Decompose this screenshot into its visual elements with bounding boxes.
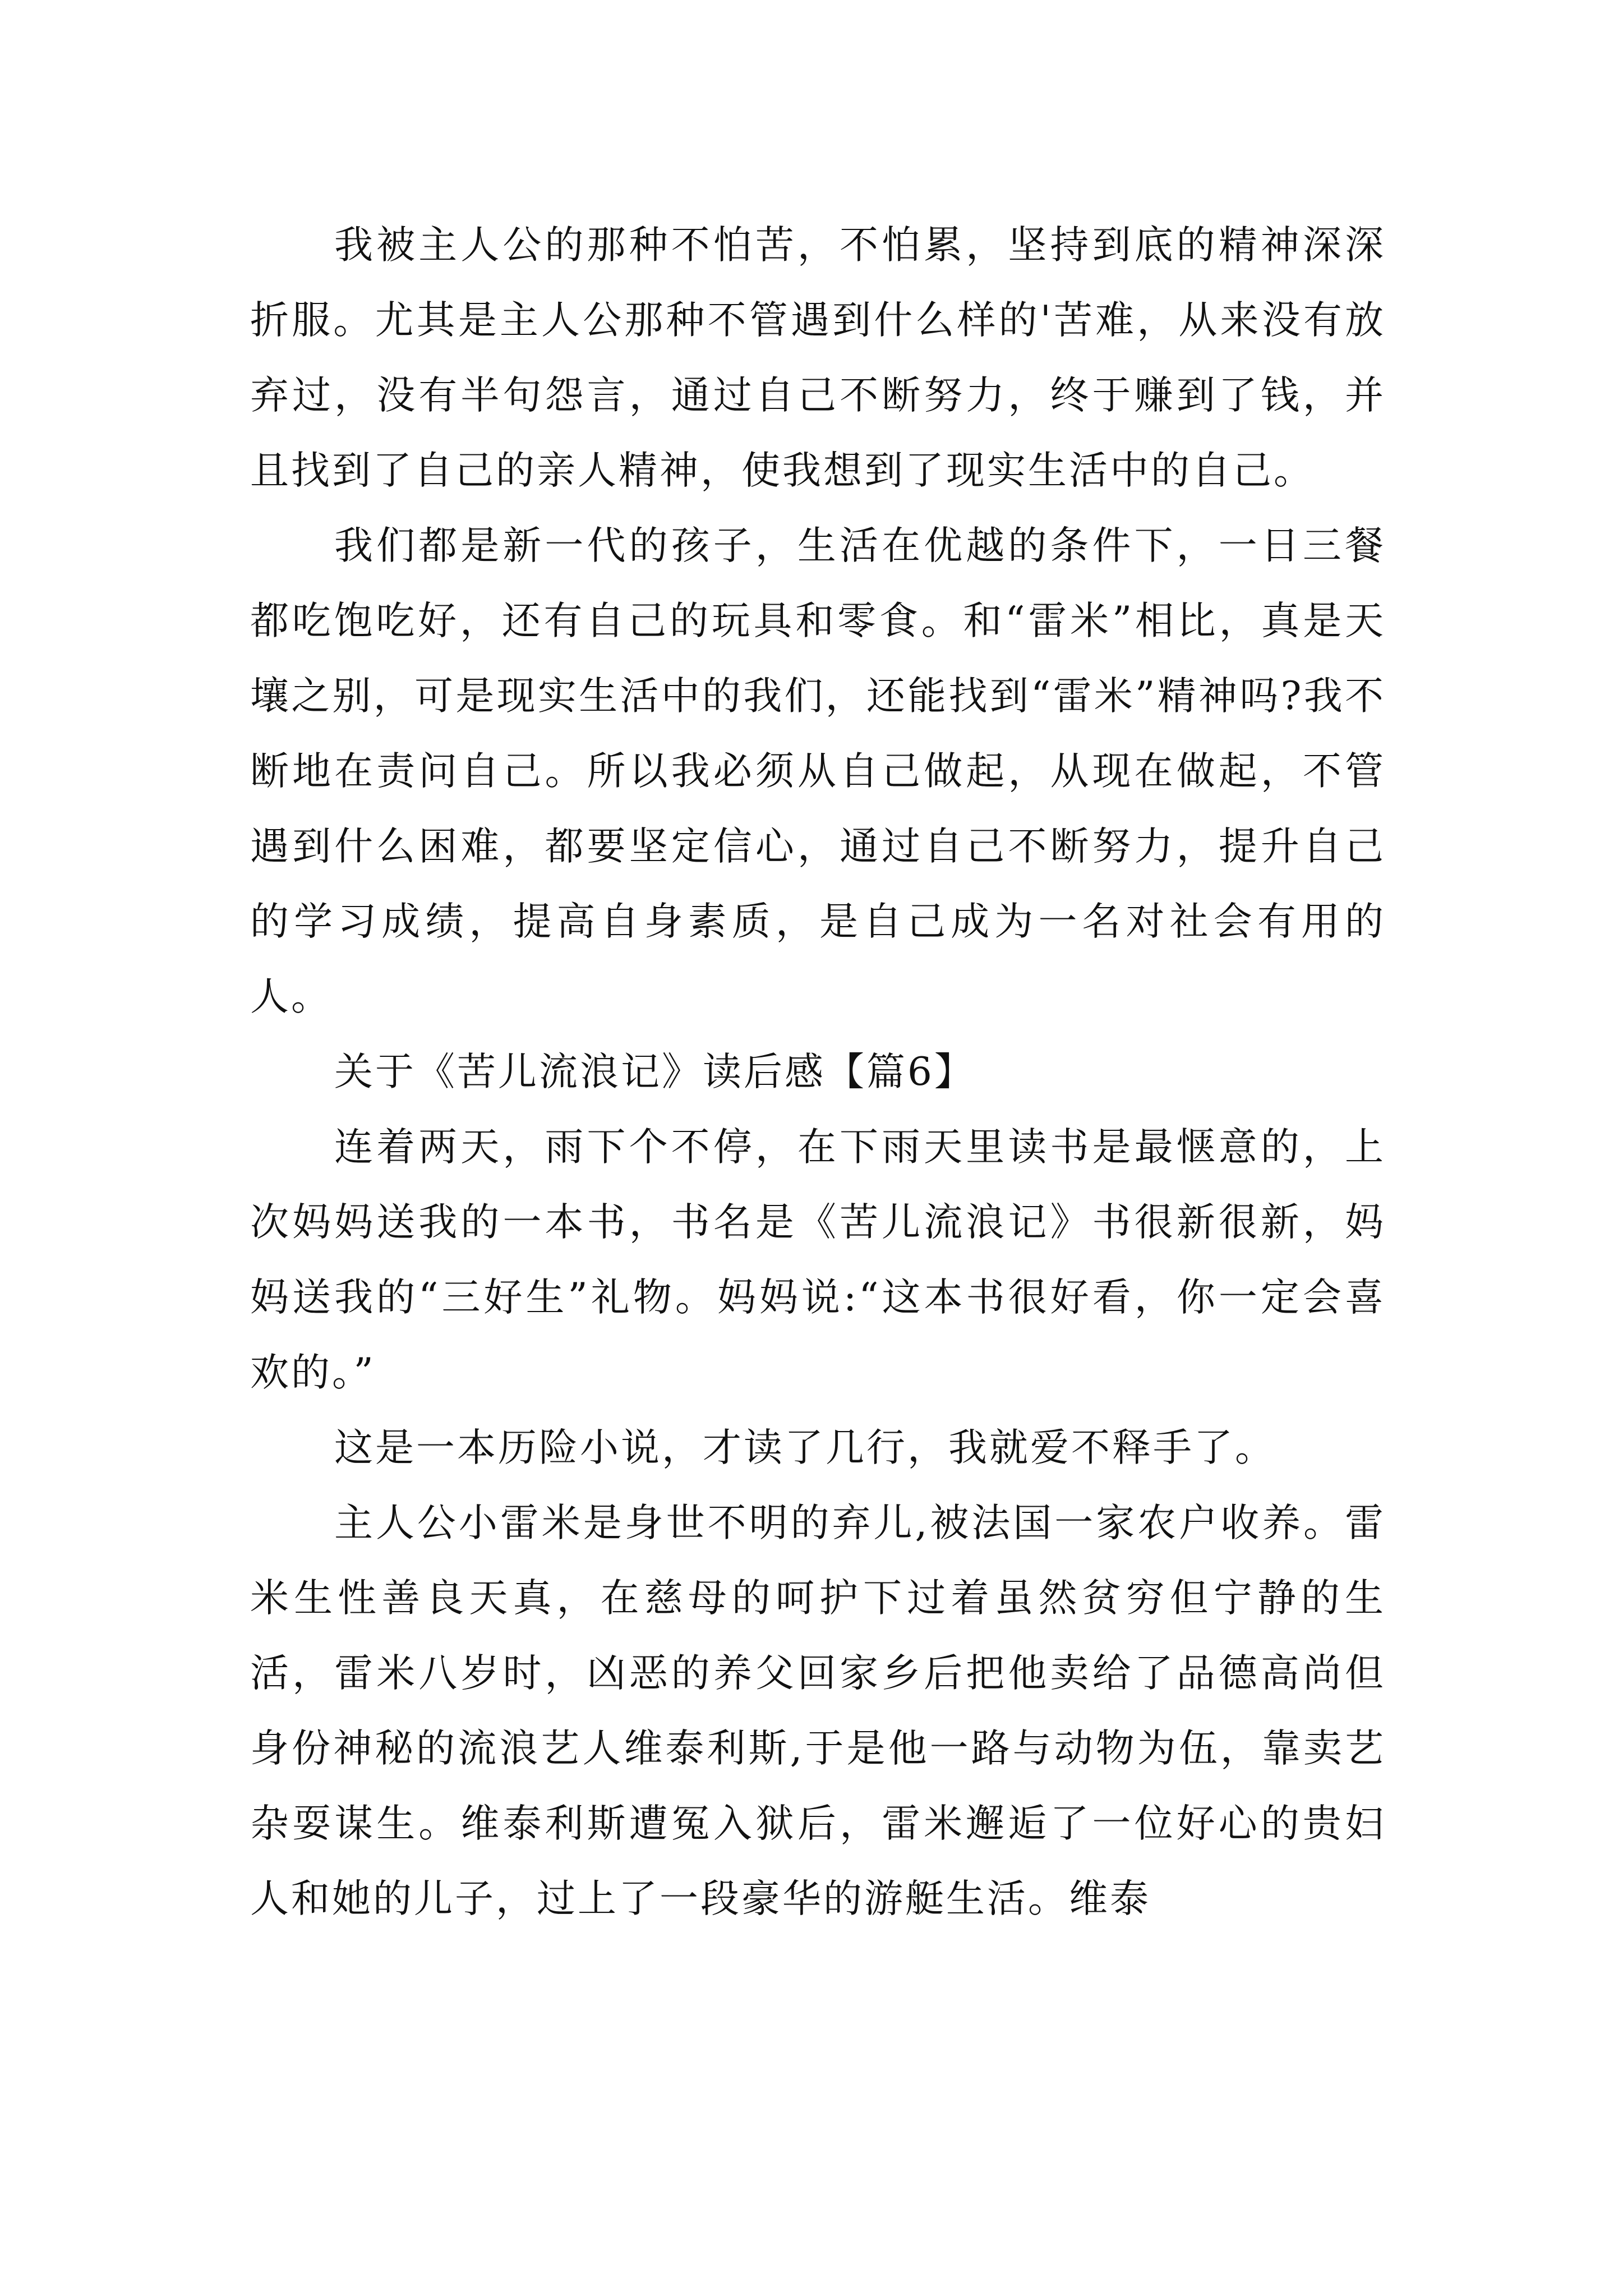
section-heading: 关于《苦儿流浪记》读后感【篇6】 — [334, 1050, 975, 1094]
paragraph: 我们都是新一代的孩子，生活在优越的条件下，一日三餐都吃饱吃好，还有自己的玩具和零食。和“雷米”相比，真是天壤之别，可是现实生活中的我们，还能找到“雷米”精神吗?我不断地在责问自己。所以我必须从自己做起，从现在做起，不管遇到什么困难，都要坚定信心，通过自己不断努力，提升自己的学习成绩，提高自身素质，是自己成为一名对社会有用的人。 — [250, 523, 1386, 1019]
paragraph: 主人公小雷米是身世不明的弃儿,被法国一家农户收养。雷米生性善良天真，在慈母的呵护下过着虽然贫穷但宁静的生活，雷米八岁时，凶恶的养父回家乡后把他卖给了品德高尚但身份神秘的流浪艺人维泰利斯,于是他一路与动物为伍，靠卖艺杂耍谋生。维泰利斯遭冤入狱后，雷米邂逅了一位好心的贵妇人和她的儿子，过上了一段豪华的游艇生活。维泰 — [250, 1501, 1386, 1921]
document-body — [250, 208, 1386, 1936]
paragraph: 连着两天，雨下个不停，在下雨天里读书是最惬意的，上次妈妈送我的一本书，书名是《苦儿流浪记》书很新很新，妈妈送我的“三好生”礼物。妈妈说:“这本书很好看，你一定会喜欢的。” — [250, 1125, 1386, 1395]
paragraph: 这是一本历险小说，才读了几行，我就爱不释手了。 — [334, 1425, 1276, 1470]
paragraph: 我被主人公的那种不怕苦，不怕累，坚持到底的精神深深折服。尤其是主人公那种不管遇到什么样的'苦难，从来没有放弃过，没有半句怨言，通过自己不断努力，终于赚到了钱，并且找到了自己的亲人精神，使我想到了现实生活中的自己。 — [250, 223, 1386, 493]
